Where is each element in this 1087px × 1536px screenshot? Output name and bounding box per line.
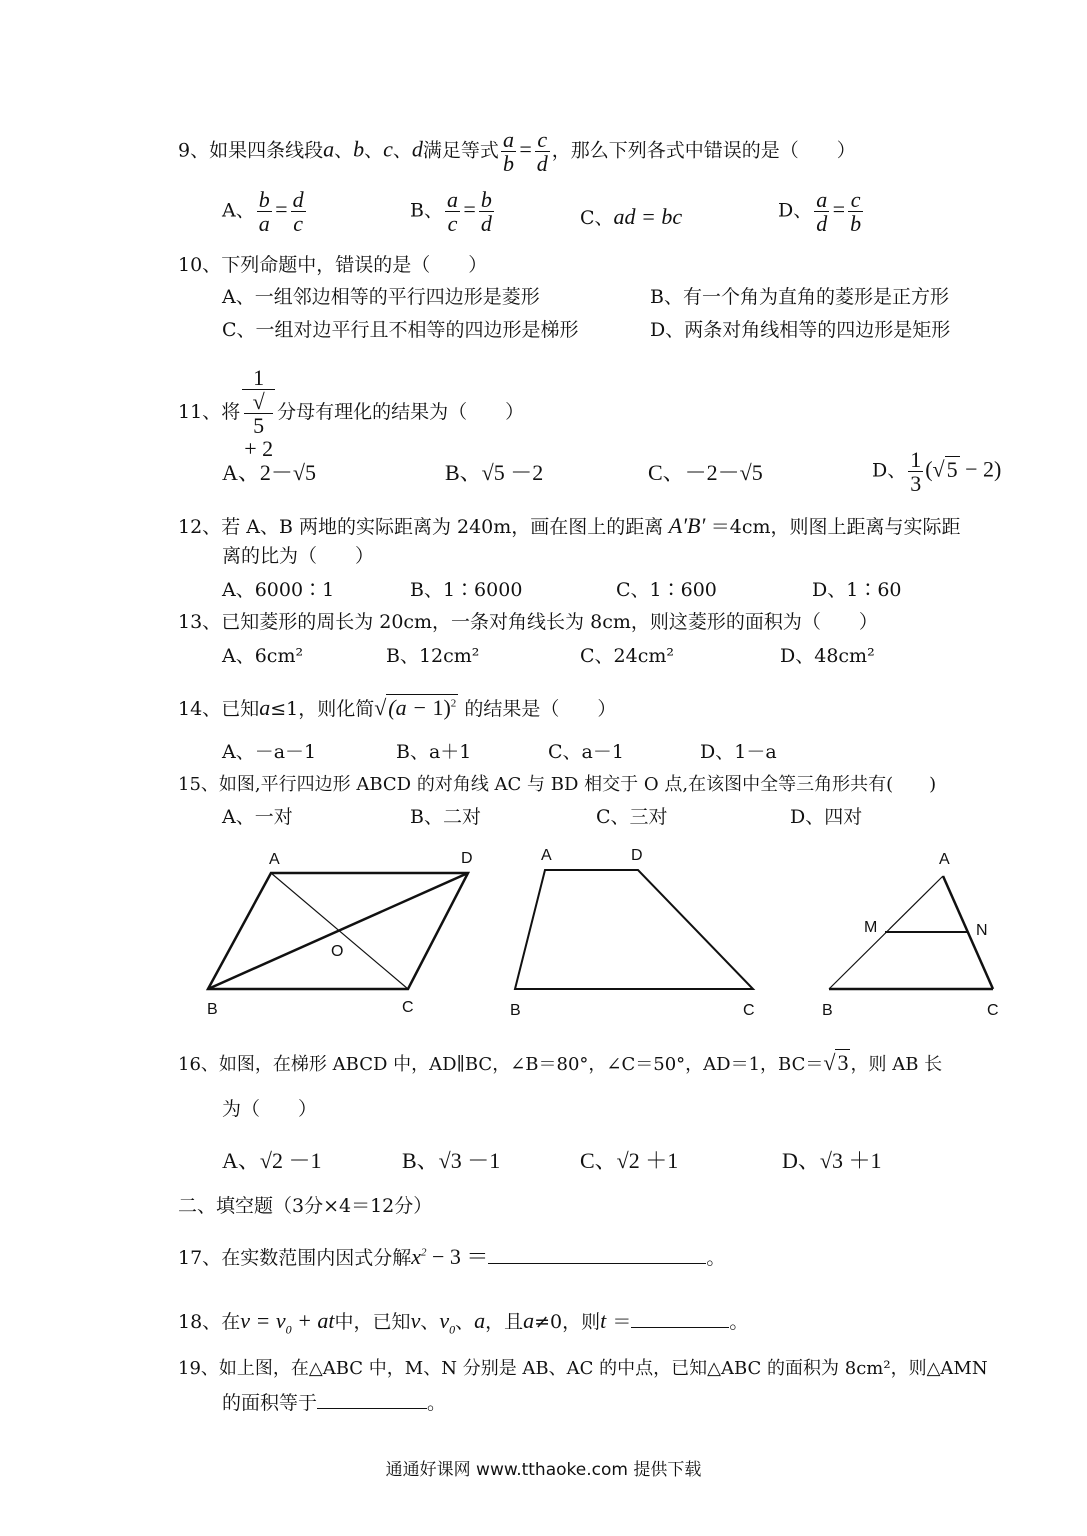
answer-blank (488, 1263, 706, 1264)
q16-option-b: B、√3 －1 (402, 1148, 501, 1173)
question-12-line2: 离的比为（ ） (222, 545, 375, 567)
q13-option-b: B、12cm² (386, 645, 480, 667)
question-19-line2: 的面积等于 。 (222, 1392, 447, 1414)
q11-option-d: D、 $\frac{1}{3}$ (√5 − 2) (872, 447, 1002, 497)
question-15: 15、如图,平行四边形 ABCD 的对角线 AC 与 BD 相交于 O 点,在该图中全等三角形共有( ) (178, 774, 937, 795)
question-13: 13、已知菱形的周长为 20cm，一条对角线长为 8cm，则这菱形的面积为（ ） (178, 611, 878, 633)
label-n: N (976, 922, 988, 939)
label-b: B (510, 1002, 521, 1019)
q12-option-d: D、1∶60 (812, 579, 902, 601)
q15-option-d: D、四对 (790, 806, 863, 828)
q11-option-b: B、√5 －2 (445, 460, 544, 485)
q10-option-d: D、两条对角线相等的四边形是矩形 (650, 319, 951, 341)
question-18: 18、在$v = v_0$ + at中，已知v、$v_0$、a，且a≠0，则t ＝ 。 (178, 1308, 749, 1337)
fraction-1-over-sqrt5-plus-2: 1 √ 5 + 2 (244, 365, 274, 462)
q14-option-b: B、a＋1 (396, 741, 472, 763)
q9-option-a: A、 $\frac{b}{a}$ = $\frac{d}{c}$ (222, 187, 304, 237)
label-d: D (461, 850, 473, 867)
q14-option-d: D、1－a (700, 741, 777, 763)
question-16-line2: 为（ ） (222, 1098, 318, 1120)
q14-option-a: A、－a－1 (222, 741, 317, 763)
q16-option-a: A、√2 －1 (222, 1148, 322, 1173)
q15-option-a: A、一对 (222, 806, 293, 828)
q9-option-d: D、 $\frac{a}{d}$ = $\frac{c}{b}$ (778, 187, 862, 237)
q9-option-b: B、 $\frac{a}{c}$ = $\frac{b}{d}$ (410, 187, 492, 237)
label-o: O (331, 943, 344, 960)
label-b: B (822, 1002, 833, 1019)
label-c: C (402, 999, 414, 1016)
label-a: A (269, 851, 280, 868)
question-11: 11、将 1 √ 5 + 2 分母有理化的结果为（ ） (178, 365, 525, 462)
section-2-heading: 二、填空题（3分×4＝12分） (178, 1195, 433, 1217)
q12-option-a: A、6000∶1 (222, 579, 335, 601)
question-19: 19、如上图，在△ABC 中，M、N 分别是 AB、AC 的中点，已知△ABC 的面积为 8cm²，则△AMN (178, 1358, 988, 1379)
q14-option-c: C、a－1 (548, 741, 624, 763)
q13-option-c: C、24cm² (580, 645, 674, 667)
question-17: 17、在实数范围内因式分解$x^2 - 3$ ＝ 。 (178, 1244, 726, 1269)
label-a: A (939, 851, 950, 868)
geometry-figures (195, 840, 1035, 1025)
q12-option-b: B、1∶6000 (410, 579, 523, 601)
q10-option-b: B、有一个角为直角的菱形是正方形 (650, 286, 949, 308)
q10-option-a: A、一组邻边相等的平行四边形是菱形 (222, 286, 540, 308)
q13-option-d: D、48cm² (780, 645, 875, 667)
trapezoid-figure (510, 847, 755, 1019)
label-a: A (541, 847, 552, 864)
parallelogram-figure (207, 850, 473, 1018)
label-m: M (864, 919, 878, 936)
q16-option-d: D、√3 ＋1 (782, 1148, 882, 1173)
q15-option-c: C、三对 (596, 806, 668, 828)
page-footer: 通通好课网 www.tthaoke.com 提供下载 (385, 1460, 702, 1480)
answer-blank (317, 1408, 427, 1409)
question-12: 12、若 A、B 两地的实际距离为 240m，画在图上的距离 A′B′ ＝4cm，则图上距离与实际距 (178, 513, 961, 538)
label-c: C (987, 1002, 999, 1019)
question-16: 16、如图，在梯形 ABCD 中，AD∥BC，∠B＝80°，∠C＝50°，AD＝1，BC＝√3 ，则 AB 长 (178, 1050, 943, 1075)
label-d: D (631, 847, 643, 864)
answer-blank (631, 1327, 729, 1328)
fraction-c-over-d: $\frac{c}{d}$ (536, 127, 548, 177)
question-10: 10、下列命题中，错误的是（ ） (178, 254, 488, 276)
q16-option-c: C、√2 ＋1 (580, 1148, 679, 1173)
q13-option-a: A、6cm² (222, 645, 304, 667)
q15-option-b: B、二对 (410, 806, 481, 828)
q9-option-c: C、ad = bc (580, 204, 683, 229)
q12-option-c: C、1∶600 (616, 579, 717, 601)
label-b: B (207, 1001, 218, 1018)
triangle-figure (822, 851, 999, 1019)
q10-option-c: C、一组对边平行且不相等的四边形是梯形 (222, 319, 579, 341)
label-c: C (743, 1002, 755, 1019)
q11-option-c: C、－2－√5 (648, 460, 763, 485)
question-14: 14、已知a≤1，则化简$√(a - 1)^2$ 的结果是（ ） (178, 695, 617, 720)
q11-option-a: A、2－√5 (222, 460, 316, 485)
question-9: 9、如果四条线段a、b、c、d满足等式 $\frac{a}{b}$ = $\frac{c}{d}$ ，那么下列各式中错误的是（ ） (178, 127, 856, 177)
fraction-a-over-b: $\frac{a}{b}$ (502, 127, 514, 177)
